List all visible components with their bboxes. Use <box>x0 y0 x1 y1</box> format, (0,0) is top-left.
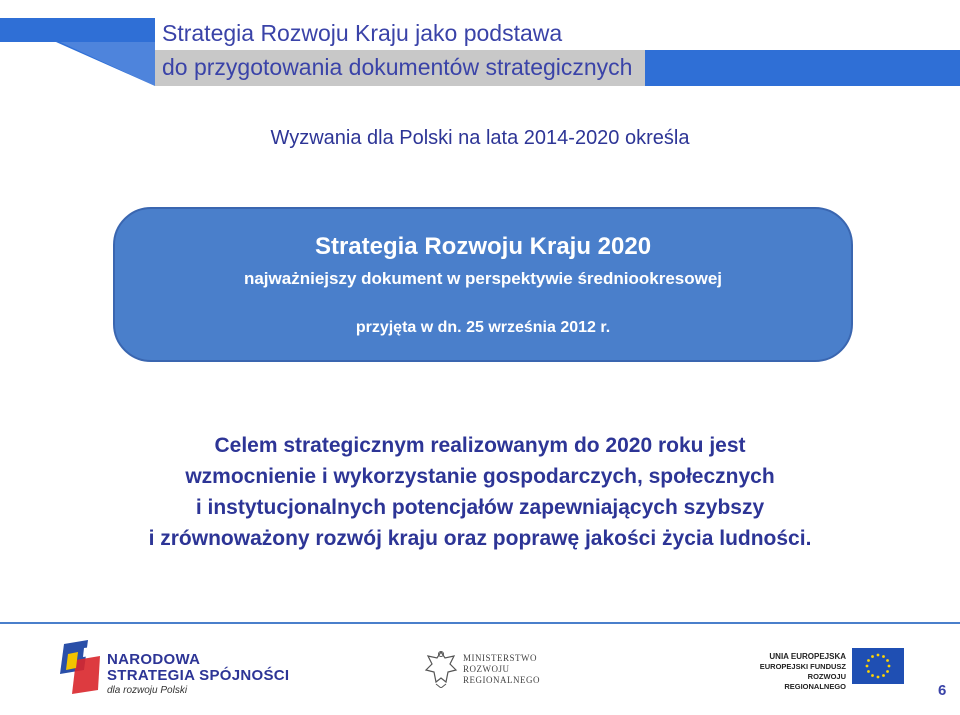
page-title-line-1: Strategia Rozwoju Kraju jako podstawa <box>162 20 563 46</box>
eu-star <box>882 674 885 677</box>
banner-right-stripe <box>645 50 960 86</box>
callout-subtitle: najważniejszy dokument w perspektywie średniookresowej <box>243 269 723 288</box>
goal-line: i instytucjonalnych potencjałów zapewniających szybszy <box>195 496 765 519</box>
eu-line-2: EUROPEJSKI FUNDUSZ <box>759 662 846 671</box>
ministry-logo-text <box>463 653 540 686</box>
eu-star <box>866 665 869 668</box>
eu-star <box>877 654 880 657</box>
eu-star <box>886 670 889 673</box>
eu-line-1: UNIA EUROPEJSKA <box>769 652 846 661</box>
eu-star <box>871 674 874 677</box>
ministry-line-1: MINISTERSTWO <box>463 653 537 663</box>
eu-flag-icon <box>852 648 904 684</box>
eagle-emblem-icon <box>424 648 458 688</box>
nss-logo-icon <box>58 640 104 694</box>
page-number: 6 <box>938 682 947 699</box>
eu-star <box>882 655 885 658</box>
goal-line: i zrównoważony rozwój kraju oraz poprawę jakości życia ludności. <box>148 527 812 550</box>
callout-date: przyjęta w dn. 25 września 2012 r. <box>355 319 611 336</box>
ministry-line-2: ROZWOJU <box>463 664 510 674</box>
nss-line-2: STRATEGIA SPÓJNOŚCI <box>107 667 290 684</box>
nss-logo-text <box>107 652 289 697</box>
ministry-line-3: REGIONALNEGO <box>463 675 540 685</box>
eu-star <box>886 659 889 662</box>
eu-star <box>867 670 870 673</box>
footer-divider <box>0 622 960 624</box>
callout-title: Strategia Rozwoju Kraju 2020 <box>314 233 652 260</box>
banner-left-stripe <box>0 18 60 42</box>
goal-line: Celem strategicznym realizowanym do 2020 roku jest <box>214 434 746 457</box>
strategic-goal-text <box>0 430 960 554</box>
goal-line: wzmocnienie i wykorzystanie gospodarczych, społecznych <box>185 465 775 488</box>
nss-line-3: dla rozwoju Polski <box>107 685 188 696</box>
nss-line-1: NARODOWA <box>107 651 201 668</box>
eu-star <box>888 665 891 668</box>
eu-logo-text <box>758 652 846 692</box>
eu-line-3: ROZWOJU REGIONALNEGO <box>784 672 846 691</box>
eu-star <box>867 659 870 662</box>
eu-star <box>877 676 880 679</box>
eu-star <box>871 655 874 658</box>
section-subtitle: Wyzwania dla Polski na lata 2014-2020 określa <box>270 127 690 149</box>
page-title-line-2: do przygotowania dokumentów strategicznych <box>162 54 633 80</box>
strategy-callout-box <box>113 207 853 362</box>
